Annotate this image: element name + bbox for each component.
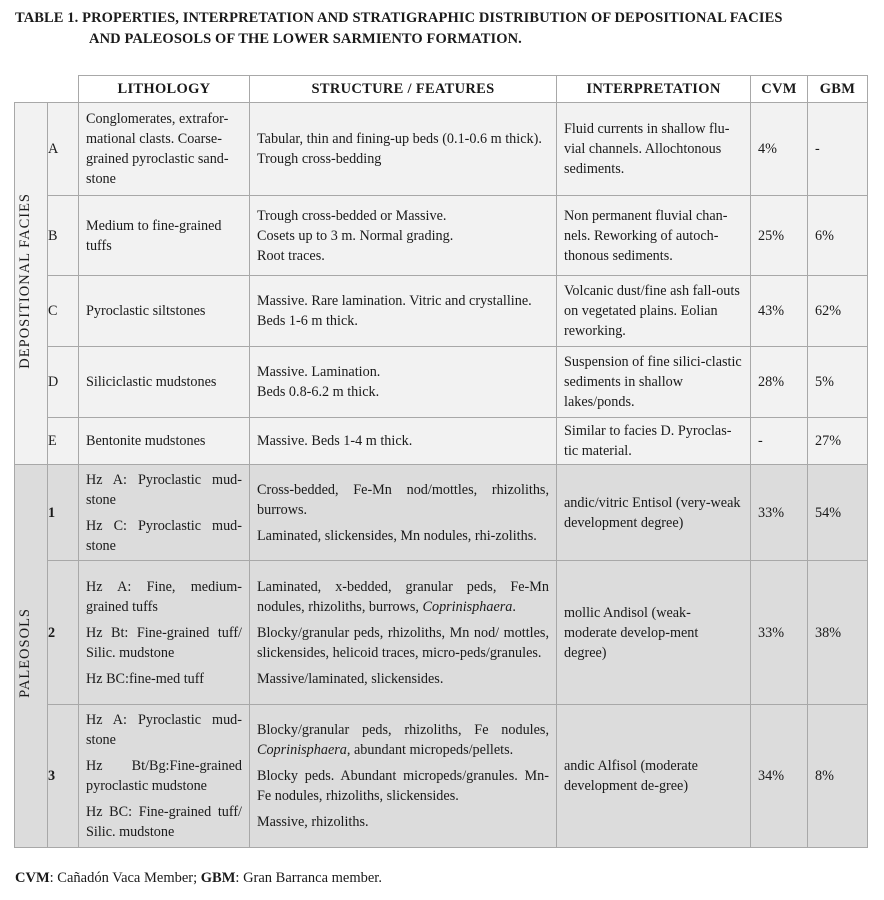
- structure-cell: Massive. Beds 1-4 m thick.: [250, 418, 557, 465]
- cvm-value: 4%: [751, 103, 808, 196]
- horizon-structure: Massive, rhizoliths.: [257, 814, 369, 830]
- cvm-value: 33%: [751, 465, 808, 561]
- paleosol-code: 1: [48, 465, 79, 561]
- table-row: [15, 465, 868, 561]
- header-lithology: LITHOLOGY: [79, 76, 250, 103]
- interpretation-cell: Non permanent fluvial chan-nels. Reworking of autoch-thonous sediments.: [557, 196, 751, 276]
- horizon-structure: Blocky/granular peds, rhizoliths, Mn nod/ mottles, slickensides, helicoid traces, micro-peds/granules.: [257, 624, 549, 661]
- horizon-lithology: Hz A: Fine, medium-grained tuffs: [86, 578, 242, 615]
- interpretation-cell: Volcanic dust/fine ash fall-outs on vegetated plains. Eolian reworking.: [557, 276, 751, 347]
- footnote-gbm-text: : Gran Barranca member.: [235, 870, 382, 886]
- title-line-2: AND PALEOSOLS OF THE LOWER SARMIENTO FORMATION.: [89, 31, 522, 47]
- structure-cell: [250, 196, 557, 276]
- lithology-cell: Bentonite mudstones: [79, 418, 250, 465]
- paleosol-code: 3: [48, 705, 79, 848]
- structure-line: Cosets up to 3 m. Normal grading.: [257, 227, 454, 244]
- facies-code: B: [48, 196, 79, 276]
- facies-code: D: [48, 347, 79, 418]
- horizon-structure: Blocky peds. Abundant micropeds/granules. Mn-Fe nodules, rhizoliths, slickensides.: [257, 768, 549, 804]
- gbm-value: 8%: [808, 705, 868, 848]
- horizon-structure: Massive/laminated, slickensides.: [257, 670, 444, 687]
- facies-code: A: [48, 103, 79, 196]
- cvm-value: 43%: [751, 276, 808, 347]
- group-depositional-label: DEPOSITIONAL FACIES: [17, 192, 33, 369]
- table-row: [15, 347, 868, 418]
- horizon-lithology: Hz A: Pyroclastic mud-stone: [86, 712, 242, 748]
- structure-line: Root traces.: [257, 247, 325, 264]
- footnote-cvm-text: : Cañadón Vaca Member;: [49, 870, 201, 886]
- header-interpretation: INTERPRETATION: [557, 76, 751, 103]
- lithology-cell: Pyroclastic siltstones: [79, 276, 250, 347]
- lithology-cell: [79, 705, 250, 848]
- horizon-structure: Laminated, x-bedded, granular peds, Fe-Mn nodules, rhizoliths, burrows, Coprinisphaera.: [257, 578, 549, 615]
- gbm-value: -: [808, 103, 868, 196]
- gbm-value: 6%: [808, 196, 868, 276]
- table-row: [15, 705, 868, 848]
- gbm-value: 5%: [808, 347, 868, 418]
- horizon-lithology: Hz C: Pyroclastic mud-stone: [86, 517, 242, 554]
- lithology-cell: Medium to fine-grained tuffs: [79, 196, 250, 276]
- lithology-cell: Conglomerates, extrafor-mational clasts. Coarse-grained pyroclastic sand-stone: [79, 103, 250, 196]
- table-row: [15, 196, 868, 276]
- horizon-lithology: Hz A: Pyroclastic mud-stone: [86, 471, 242, 508]
- gbm-value: 27%: [808, 418, 868, 465]
- lithology-cell: [79, 561, 250, 705]
- gbm-value: 54%: [808, 465, 868, 561]
- horizon-structure: Laminated, slickensides, Mn nodules, rhi-zoliths.: [257, 527, 537, 544]
- structure-cell: [250, 705, 557, 848]
- group-paleosols-label: PALEOSOLS: [17, 608, 33, 698]
- structure-line: Trough cross-bedded or Massive.: [257, 207, 447, 224]
- header-structure: STRUCTURE / FEATURES: [250, 76, 557, 103]
- table-row: [15, 103, 868, 196]
- interpretation-cell: andic/vitric Entisol (very-weak development degree): [557, 465, 751, 561]
- table-footnote: [15, 870, 382, 887]
- paleosol-code: 2: [48, 561, 79, 705]
- header-blank-cell: [15, 76, 79, 103]
- structure-cell: Massive. Rare lamination. Vitric and crystalline. Beds 1-6 m thick.: [250, 276, 557, 347]
- cvm-value: 25%: [751, 196, 808, 276]
- table-row: [15, 276, 868, 347]
- lithology-cell: Siliciclastic mudstones: [79, 347, 250, 418]
- interpretation-cell: Suspension of fine silici-clastic sediments in shallow lakes/ponds.: [557, 347, 751, 418]
- horizon-lithology: Hz BC:fine-med tuff: [86, 670, 204, 687]
- horizon-lithology: Hz Bt/Bg:Fine-grained pyroclastic mudstone: [86, 758, 242, 794]
- group-depositional-facies: [15, 103, 48, 465]
- group-paleosols: [15, 465, 48, 848]
- facies-code: C: [48, 276, 79, 347]
- structure-line: Massive. Lamination.: [257, 364, 381, 380]
- cvm-value: 33%: [751, 561, 808, 705]
- header-gbm: GBM: [808, 76, 868, 103]
- horizon-lithology: Hz Bt: Fine-grained tuff/ Silic. mudstone: [86, 624, 242, 661]
- footnote-cvm-abbr: CVM: [15, 870, 50, 886]
- horizon-structure: Cross-bedded, Fe-Mn nod/mottles, rhizoliths, burrows.: [257, 481, 549, 518]
- structure-line: Beds 0.8-6.2 m thick.: [257, 384, 380, 400]
- interpretation-cell: Fluid currents in shallow flu-vial channels. Allochtonous sediments.: [557, 103, 751, 196]
- cvm-value: -: [751, 418, 808, 465]
- title-line-1: TABLE 1. PROPERTIES, INTERPRETATION AND STRATIGRAPHIC DISTRIBUTION OF DEPOSITIONAL FACIES: [15, 10, 783, 26]
- footnote-gbm-abbr: GBM: [200, 870, 236, 886]
- gbm-value: 62%: [808, 276, 868, 347]
- properties-table: [14, 75, 868, 848]
- interpretation-cell: andic Alfisol (moderate development de-gree): [557, 705, 751, 848]
- header-row: [15, 76, 868, 103]
- lithology-cell: [79, 465, 250, 561]
- structure-cell: Tabular, thin and fining-up beds (0.1-0.6 m thick). Trough cross-bedding: [250, 103, 557, 196]
- header-cvm: CVM: [751, 76, 808, 103]
- table-row: [15, 561, 868, 705]
- horizon-lithology: Hz BC: Fine-grained tuff/ Silic. mudstone: [86, 804, 242, 840]
- interpretation-cell: Similar to facies D. Pyroclas-tic material.: [557, 418, 751, 465]
- interpretation-cell: mollic Andisol (weak-moderate develop-ment degree): [557, 561, 751, 705]
- cvm-value: 34%: [751, 705, 808, 848]
- horizon-structure: Blocky/granular peds, rhizoliths, Fe nodules, Coprinisphaera, abundant micropeds/pellets.: [257, 722, 549, 758]
- facies-code: E: [48, 418, 79, 465]
- structure-cell: [250, 347, 557, 418]
- structure-cell: [250, 465, 557, 561]
- gbm-value: 38%: [808, 561, 868, 705]
- table-row: [15, 418, 868, 465]
- cvm-value: 28%: [751, 347, 808, 418]
- table-title: [15, 8, 875, 50]
- structure-cell: [250, 561, 557, 705]
